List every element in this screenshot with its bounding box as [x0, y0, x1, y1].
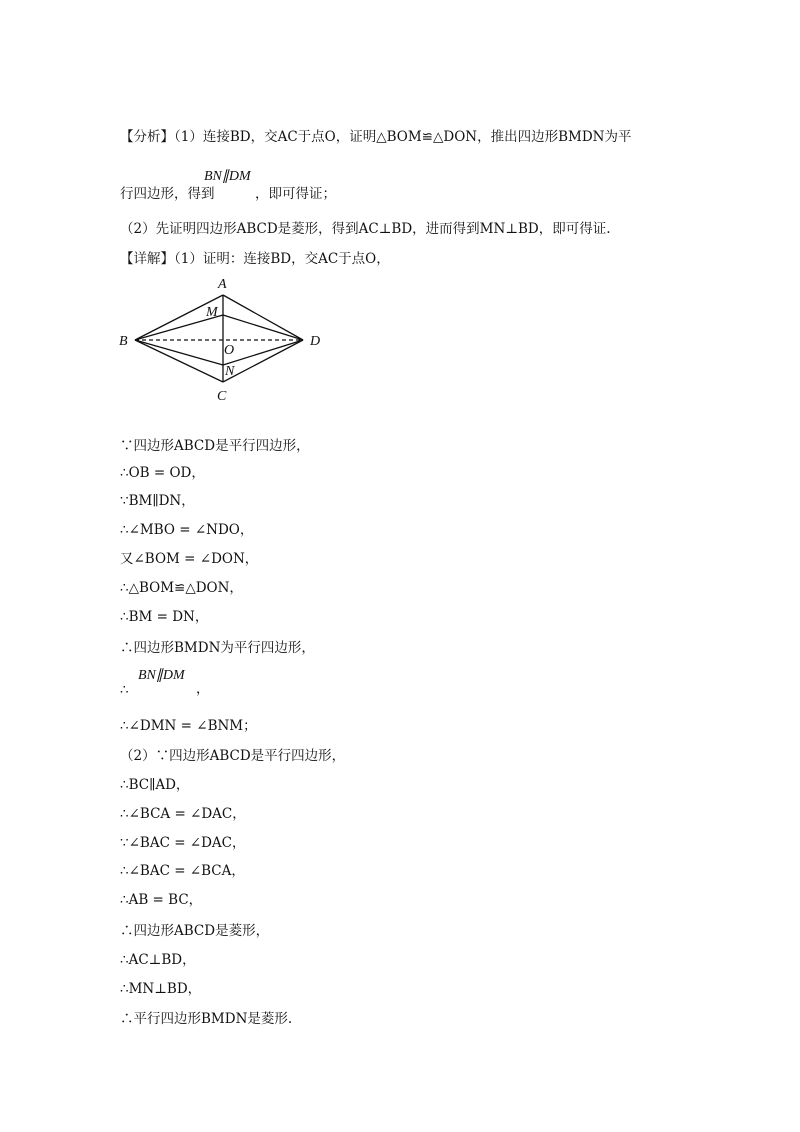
- label-n: N: [225, 364, 235, 379]
- proof1-line-3: ∵BM∥DN，: [120, 493, 195, 509]
- segment-md: [223, 315, 303, 340]
- proof1-line-9: ∴: [120, 682, 129, 698]
- proof1-line-1: ∵四边形ABCD是平行四边形，: [120, 438, 310, 454]
- proof1-line-5: 又∠BOM = ∠DON，: [120, 551, 259, 567]
- proof1-line-9-comma: ，: [196, 681, 210, 697]
- proof2-line-3: ∴∠BCA = ∠DAC，: [120, 806, 246, 822]
- proof1-fraction-bn-parallel-dm: BN∥DM: [138, 668, 185, 683]
- detail-line-1: 【详解】（1）证明：连接BD，交AC于点O，: [120, 251, 390, 267]
- proof1-line-10: ∴∠DMN = ∠BNM；: [120, 718, 257, 734]
- proof2-line-1: （2）∵四边形ABCD是平行四边形，: [120, 748, 346, 764]
- analysis-fraction-bn-parallel-dm: BN∥DM: [204, 169, 251, 184]
- proof2-line-9: ∴MN⊥BD，: [120, 981, 202, 997]
- proof1-line-6: ∴△BOM≌△DON，: [120, 580, 243, 596]
- proof2-line-10: ∴平行四边形BMDN是菱形.: [120, 1011, 293, 1027]
- proof2-line-2: ∴BC∥AD，: [120, 777, 190, 793]
- label-a: A: [218, 277, 227, 292]
- proof2-line-6: ∴AB = BC，: [120, 892, 203, 908]
- segment-ad: [223, 295, 303, 340]
- proof1-line-2: ∴OB = OD，: [120, 465, 205, 481]
- proof2-line-5: ∴∠BAC = ∠BCA，: [120, 863, 245, 879]
- label-m: M: [206, 305, 218, 320]
- analysis-line-2: 行四边形，得到 ，即可得证；: [120, 186, 336, 202]
- proof1-line-8: ∴四边形BMDN为平行四边形，: [120, 640, 315, 656]
- label-d: D: [310, 334, 321, 349]
- proof2-line-8: ∴AC⊥BD，: [120, 952, 196, 968]
- proof2-line-7: ∴四边形ABCD是菱形，: [120, 923, 270, 939]
- label-o: O: [224, 343, 235, 358]
- analysis-line-3: （2）先证明四边形ABCD是菱形，得到AC⊥BD，进而得到MN⊥BD，即可得证.: [120, 221, 611, 237]
- proof2-line-4: ∵∠BAC = ∠DAC，: [120, 835, 246, 851]
- label-c: C: [217, 389, 227, 404]
- proof1-line-7: ∴BM = DN，: [120, 609, 209, 625]
- rhombus-figure: [115, 272, 335, 407]
- label-b: B: [119, 334, 128, 349]
- proof1-line-4: ∴∠MBO = ∠NDO，: [120, 522, 254, 538]
- analysis-line-1: 【分析】（1）连接BD，交AC于点O，证明△BOM≌△DON，推出四边形BMDN为平: [120, 129, 632, 145]
